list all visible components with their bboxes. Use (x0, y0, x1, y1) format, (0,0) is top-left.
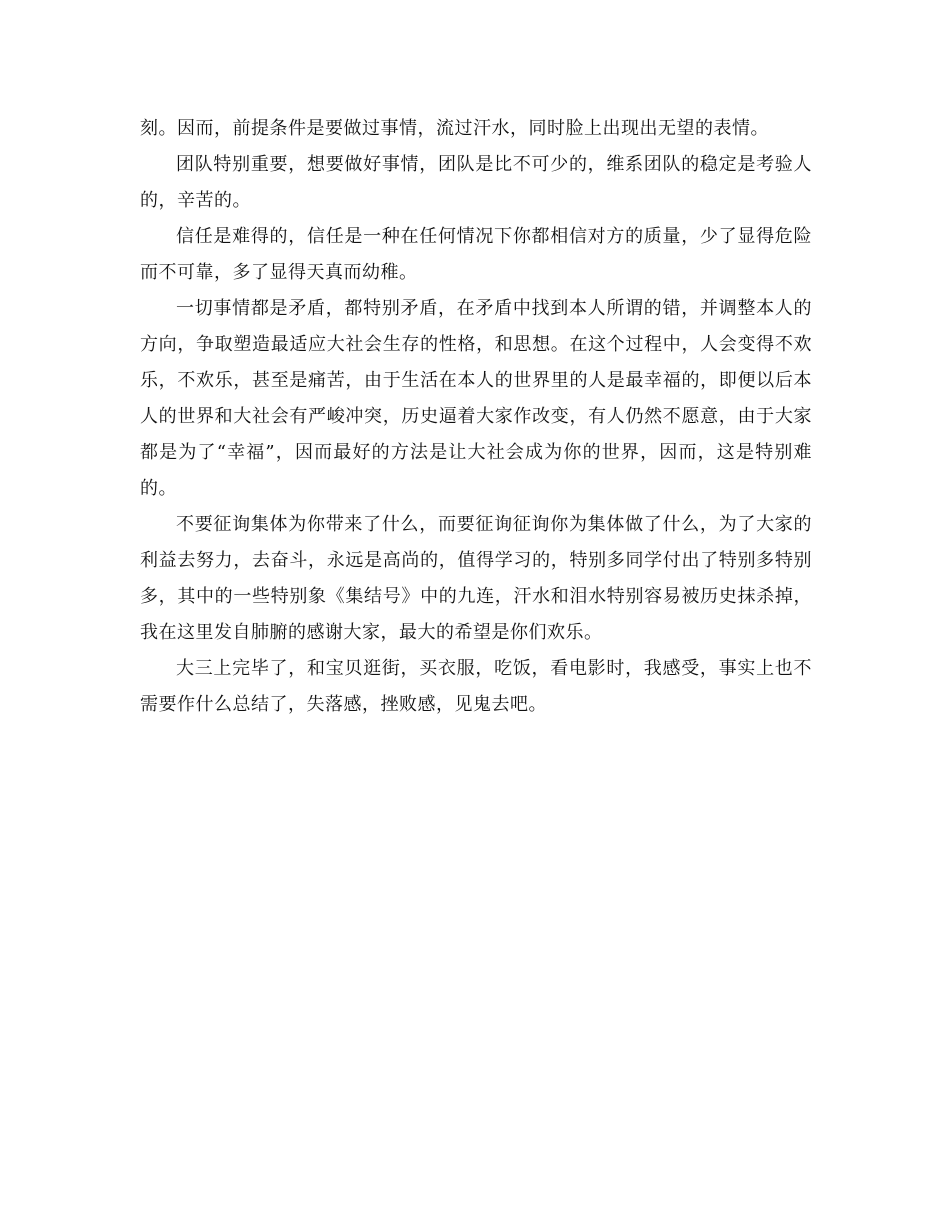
document-body (140, 111, 812, 723)
paragraph: 信任是难得的，信任是一种在任何情况下你都相信对方的质量，少了显得危险而不可靠，多了显得天真而幼稚。 (140, 226, 812, 283)
paragraph: 一切事情都是矛盾，都特别矛盾，在矛盾中找到本人所谓的错，并调整本人的方向，争取塑造最适应大社会生存的性格，和思想。在这个过程中，人会变得不欢乐，不欢乐，甚至是痛苦，由于生活在本人的世界里的人是最幸福的，即便以后本人的世界和大社会有严峻冲突，历史逼着大家作改变，有人仍然不愿意，由于大家都是为了“幸福”，因而最好的方法是让大社会成为你的世界，因而，这是特别难的。 (140, 298, 812, 499)
paragraph: 大三上完毕了，和宝贝逛街，买衣服，吃饭，看电影时，我感受，事实上也不需要作什么总结了，失落感，挫败感，见鬼去吧。 (140, 658, 812, 715)
paragraph: 团队特别重要，想要做好事情，团队是比不可少的，维系团队的稳定是考验人的，辛苦的。 (140, 154, 812, 211)
paragraph-continuation: 刻。因而，前提条件是要做过事情，流过汗水，同时脸上出现出无望的表情。 (140, 118, 769, 139)
paragraph: 不要征询集体为你带来了什么，而要征询征询你为集体做了什么，为了大家的利益去努力，去奋斗，永远是高尚的，值得学习的，特别多同学付出了特别多特别多，其中的一些特别象《集结号》中的九连，汗水和泪水特别容易被历史抹杀掉，我在这里发自肺腑的感谢大家，最大的希望是你们欢乐。 (140, 514, 812, 643)
